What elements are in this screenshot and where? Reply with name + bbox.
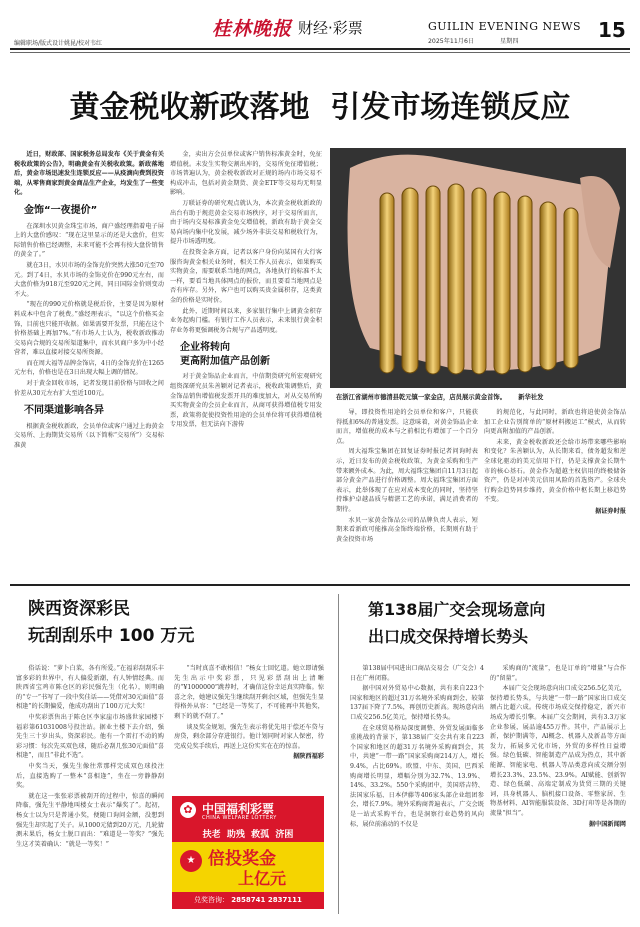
lottery-brand: 中国福利彩票 — [202, 802, 275, 816]
paragraph: 第138届中国进出口商品交易会（广交会）4日在广州闭幕。 — [350, 665, 484, 682]
source-credit: 据陕西福彩 — [293, 753, 324, 761]
paragraph: 本届广交会现场意向出口成交256.5亿美元，保持增长势头，与共建“一带一路”国家出口成交额占比超六成。传统市场成交保持稳定，新兴市场成为增长引擎。本届广交会期间，共有3.3万家企业参展，展品逾455万件。其中，产品展示上新，保护期满等，Al概念、机器人及新品等方面发力，拓展多元化市场，外贸的多样性日益增强。绿色低碳、智能制造产品成为热点，其中新能源、智能家电、机器人等品类意向成交额分别增长23.3%、23.5%、23.9%。AI赋能、创新智造、绿色低碳、高端定制成为货贸三期的关键词，具身机器人、脑机接口设备、零整家居、生物基材料、AI智能服装设备、3D打印等是各期的流量“担当”。 — [490, 685, 626, 817]
article2-title — [28, 596, 330, 650]
source-credit: 据证券时报 — [595, 507, 626, 515]
main-article-col1 — [14, 150, 164, 452]
gold-jewelry-photo — [330, 148, 626, 388]
paragraph: 对于黄金回收市场，记者发现目前价格与回收之间价差从30元左右扩大至近100元。 — [14, 380, 164, 397]
issue-weekday: 星期四 — [500, 38, 519, 45]
paragraph: 万联证券的研究观点就认为，本次黄金税收新政的出台有助于规范黄金交易市场秩序，对于交易所而言，由于场内交易标准黄金免交增值税，新政有助于黄金交易向场内集中化发展，减少场外非法交易和税收行为，提升市场透明度。 — [170, 199, 322, 246]
paragraph: 对于黄金饰品企业而言，中信期货研究所宏观研究组资深研究员朱善颖对记者表示，税收政策调整后，黄金饰品销售增值税发票开具的难度加大，对从交易所购买实物黄金的会员企业而言，从商可获得增值税专用发票，政策将促使投资性用途的会员单位将可获得增值税专用发票，但无法向下游传 — [170, 373, 322, 429]
paragraph: 在全球贸易格局深度调整、外贸发展面临多重挑战的背景下，第138届广交会共有来自223个国家和地区的超31万名境外采购商到会，其中，共建“一带一路”国家采购商214万人，增长9.4%，占比69%。欧盟、中东、美国、巴西采购商增长明显，增幅分别为32.7%、13.9%、14%、33.2%。550个采购团中，美国塔吉特、法国家乐福、日本伊藤等406家头部企业组团参会，增长7.9%。境外采购商普遍表示，广交会既是一站式采购平台，也是洞察行业趋势的风向标，展位前涌动的不仅是 — [350, 724, 484, 828]
paragraph: “当时真喜不敢相信！”杨女士回忆道。她立即请强先生出示中奖彩票，只见彩票刮出上清晰的“¥1000000”跳荐时，才确信这份幸运真实降临。惊喜之余，她建议强先生继续刮开剩余区域，但强先生显得格外从容：“已经是一等奖了，不可能再中其他奖，剩下的就不刮了。” — [174, 665, 324, 720]
paragraph: 采购商的“流量”，也是订单的“增量”与合作的“留量”。 — [490, 665, 626, 682]
section-divider — [10, 584, 630, 586]
promo-icon: ★ — [180, 850, 202, 872]
paragraph: 据中国对外贸易中心数据，共有来自223个国家和地区的超过31万名境外采购商到会，较第137届下降了7.5%，再创历史新高。现场意向出口成交256.5亿美元，保持增长势头。 — [350, 685, 484, 721]
main-article-col3 — [336, 408, 478, 545]
lottery-ad — [172, 796, 324, 909]
article3-title-line1: 第138届广交会现场意向 — [368, 600, 546, 619]
paragraph: 在投资金条方面，记者以客户身份向某国有大行客服咨询黄金相关业务时，相关工作人员表示，如果购买实物黄金，需要联系当地的网点，各地执行的标准不太一样，要看当地具体网点的报价，而且要看当地网点是否有库存。另外，客户也可以购买贵金属积存，这类黄金的价格是实时价。 — [170, 248, 322, 304]
paragraph: 而在周大福等品牌金饰店，4日的金饰克价在1265元左右，价格也是在3日出现大幅上调的情况。 — [14, 359, 164, 377]
lottery-brand-en: CHINA WELFARE LOTTERY — [202, 815, 277, 821]
masthead — [0, 0, 640, 48]
main-article-col4 — [484, 408, 626, 517]
article2-col1 — [16, 664, 164, 850]
masthead-logo: 桂林晚报 — [212, 18, 293, 40]
masthead-rule-thin — [10, 52, 630, 53]
english-title: GUILIN EVENING NEWS — [428, 20, 582, 33]
masthead-rule — [10, 48, 630, 50]
article3-col1 — [350, 664, 484, 830]
subhead-channels: 不同渠道影响各异 — [24, 405, 104, 417]
paragraph: 根据黄金税收新政，会员单位或客户通过上海黄金交易所、上海期货交易所（以下简称“交易所”）交易标准黄 — [14, 422, 164, 450]
source-credit: 据中国新闻网 — [588, 820, 626, 828]
paragraph: 就在3日，水贝市场的金饰克价突然大涨50元至70元。到了4日，水贝市场的金饰克价在990元左右，而大盘价格为918元至920元之间，同日国际金价则变动不大。 — [14, 261, 164, 298]
subhead-enterprise: 企业将转向 — [180, 342, 230, 354]
article2-col2 — [174, 664, 324, 762]
article3-title-line2: 出口成交保持增长势头 — [368, 627, 529, 646]
headline: 黄金税收新政落地 引发市场连锁反应 — [69, 90, 571, 125]
main-article-col2 — [170, 150, 322, 431]
subhead-jinshi: 金饰“一夜提价” — [24, 204, 98, 216]
paragraph: 俗话说：“萝卜白菜，各有所爱。”在福彩刮刮乐丰富多彩的世界中，有人偏爱新潮，有人钟情经典。而陕西省宝鸡市陈仓区的彩民强先生（化名），则明确的“专一”书写了一段中奖佳话——凭借对30元面值“喜相逢”的长期偏爱，他成功刮出了100万元大奖！ — [16, 665, 164, 711]
page-number: 15 — [598, 18, 626, 42]
paragraph: 导，即投资性用途的会员单位和客户，只能获得抵扣6%的普通发票。这意味着，对黄金饰品企业而言，增值税的成本与之前相比有增加了一个百分点。 — [336, 409, 478, 445]
paragraph: 的规范化，与此同时，新政也将迫使黄金饰品加工企业告别简单的“原材料搬运工”模式，从而转向更高附加值的产品创新。 — [484, 409, 626, 436]
canton-fair-article — [348, 596, 628, 916]
paragraph: 此外，近期时间以来，多家银行集中上调黄金积存业务起购门槛。有银行工作人员表示，未来银行黄金积存业务将更强调税务合规与产品透明度。 — [170, 307, 322, 334]
lead-paragraph: 近日，财政部、国家税务总局发布《关于黄金有关税收政策的公告》，明确黄金有关税收政策。新政落地后，黄金市场迅速发生连锁反应——从疫滴向费到投资端，从零售商家到黄金商品生产企业，均发生了一些变化。 — [14, 151, 164, 197]
paragraph: 未来，黄金税收新政还会给市场带来哪些影响和变化？朱善颖认为，从长期来看，债务超发和逆全球化驱动的美元信用下行，仍是支撑黄金长期牛市的核心基石。黄金作为超越主权信用的终极储备资产，仍是对冲美元信用风险的首选资产。全球央行购金趋势同步维持，黄金价格中枢长期上移趋势不变。 — [484, 438, 626, 504]
editor-line: 编辑职场/版式设计姚昆/校对韦红 — [14, 40, 103, 47]
paragraph: 水贝一家黄金饰品公司的品牌负责人表示，短期来看新政可能推高金饰终端价格，长期则有助于黄金投资市场 — [336, 516, 478, 543]
article2-title-line1: 陕西资深彩民 — [28, 599, 130, 619]
lottery-promo — [172, 842, 324, 892]
paragraph: 周大福珠宝集团在回复证券时报记者问询时表示，近日发布的黄金税收政策，为黄金采购和生产带来额外成本。为此，周大福珠宝集团自11月3日起部分黄金产品进行价格调整。周大福珠宝集团方面表示，此举体现了在应对成本变化的同时，坚持坚持维护卓越品质与精湛工艺的承诺，满足消费者的期待。 — [336, 448, 478, 513]
promo-text: 倍投奖金 — [208, 849, 276, 869]
lottery-logo-icon: ✿ — [180, 802, 196, 818]
paragraph: 在深圳水贝黄金珠宝市场，商户盛经理指着电子屏上的大盘价感叹：“现在这里显示的还是大盘价，但实际销售价格已经调整，未来可能不会再有按大盘价销售的黄金了。” — [14, 222, 164, 259]
paragraph: 中奖彩票售出于陈仓区李家崖市场盛世家园楼下福彩第61031008号投注站。据业主楼下去介绍，强先生三十岁出头，资深彩民。他有一个雷打不动的购彩习惯：每次先买双色球，随后必刮几张30元面值“喜相逢”，而且“非此不选”。 — [16, 713, 164, 760]
photo-credit: 新华社发 — [518, 394, 544, 401]
lottery-article — [14, 596, 330, 916]
article3-col2 — [490, 664, 626, 829]
hotline-number: 2858741 2837111 — [231, 896, 302, 904]
hotline-label: 兑奖咨询： — [194, 896, 230, 904]
jewelry-illustration — [330, 148, 626, 388]
promo-amount: 上亿元 — [238, 869, 287, 888]
paragraph: 谈及奖金规划，强先生表示将优先用于偿还车贷与房贷，剩余部分存进银行。他计划同时对家人保密，待完成兑奖手续后，再送上这份实实在在的惊喜。 — [174, 723, 324, 750]
paragraph: 中奖当天，强先生像往常那样完成双色球投注后，直接选购了一整本“喜相逢”，坐在一旁静静刮奖。 — [16, 762, 164, 790]
article2-title-line2: 玩刮刮乐中 100 万元 — [28, 626, 195, 646]
subhead-innovation: 更高附加值产品创新 — [180, 355, 270, 367]
caption-text: 在浙江省湖州市德清县乾元镇一家金店，店员展示黄金首饰。 — [336, 394, 507, 401]
section-name: 财经·彩票 — [298, 19, 363, 37]
article3-title — [368, 596, 628, 650]
issue-date: 2025年11月6日 — [428, 38, 475, 45]
paragraph: 就在这一张张彩票被刮开的过程中，惊喜的瞬间降临，强先生平静地叫楼女士表示“爆奖了”。起初，杨女士以为只是普通小奖，便随口询问金额，没想到强先生却实起了关子。从1000元猜到20万元，几轮猜测未果后，杨女士脱口而出：“难道是一等奖？”强先生这才笑着确认：“就是一等奖！” — [16, 792, 164, 848]
column-divider — [338, 594, 339, 914]
lottery-slogan: 扶老 助残 救孤 济困 — [202, 830, 294, 840]
photo-caption — [336, 392, 628, 401]
lottery-hotline — [172, 895, 324, 905]
paragraph: 金，卖出方会员单位或客户销售标准黄金时，免征增值税。未发生实物交割出库的，交易所免征增值税；市场普遍认为，黄金税收新政对正规的场内市场交易不构成冲击，包括对黄金期货、黄金ETF等交易均无明显影响。 — [170, 151, 322, 197]
paragraph: “现在的990元价格就是税后价，主要是因为原材料成本中包含了税费。”盛经理表示，“以这个价格买金饰，目前也只能开收据。如果需要开发票，只能在这个价格基础上再加7%。”有市场人士认为，税收新政推动交易向合规的交易所渠道集中，而水贝商户多为中小经营者，难以直接对接交易所资源。 — [14, 301, 164, 357]
